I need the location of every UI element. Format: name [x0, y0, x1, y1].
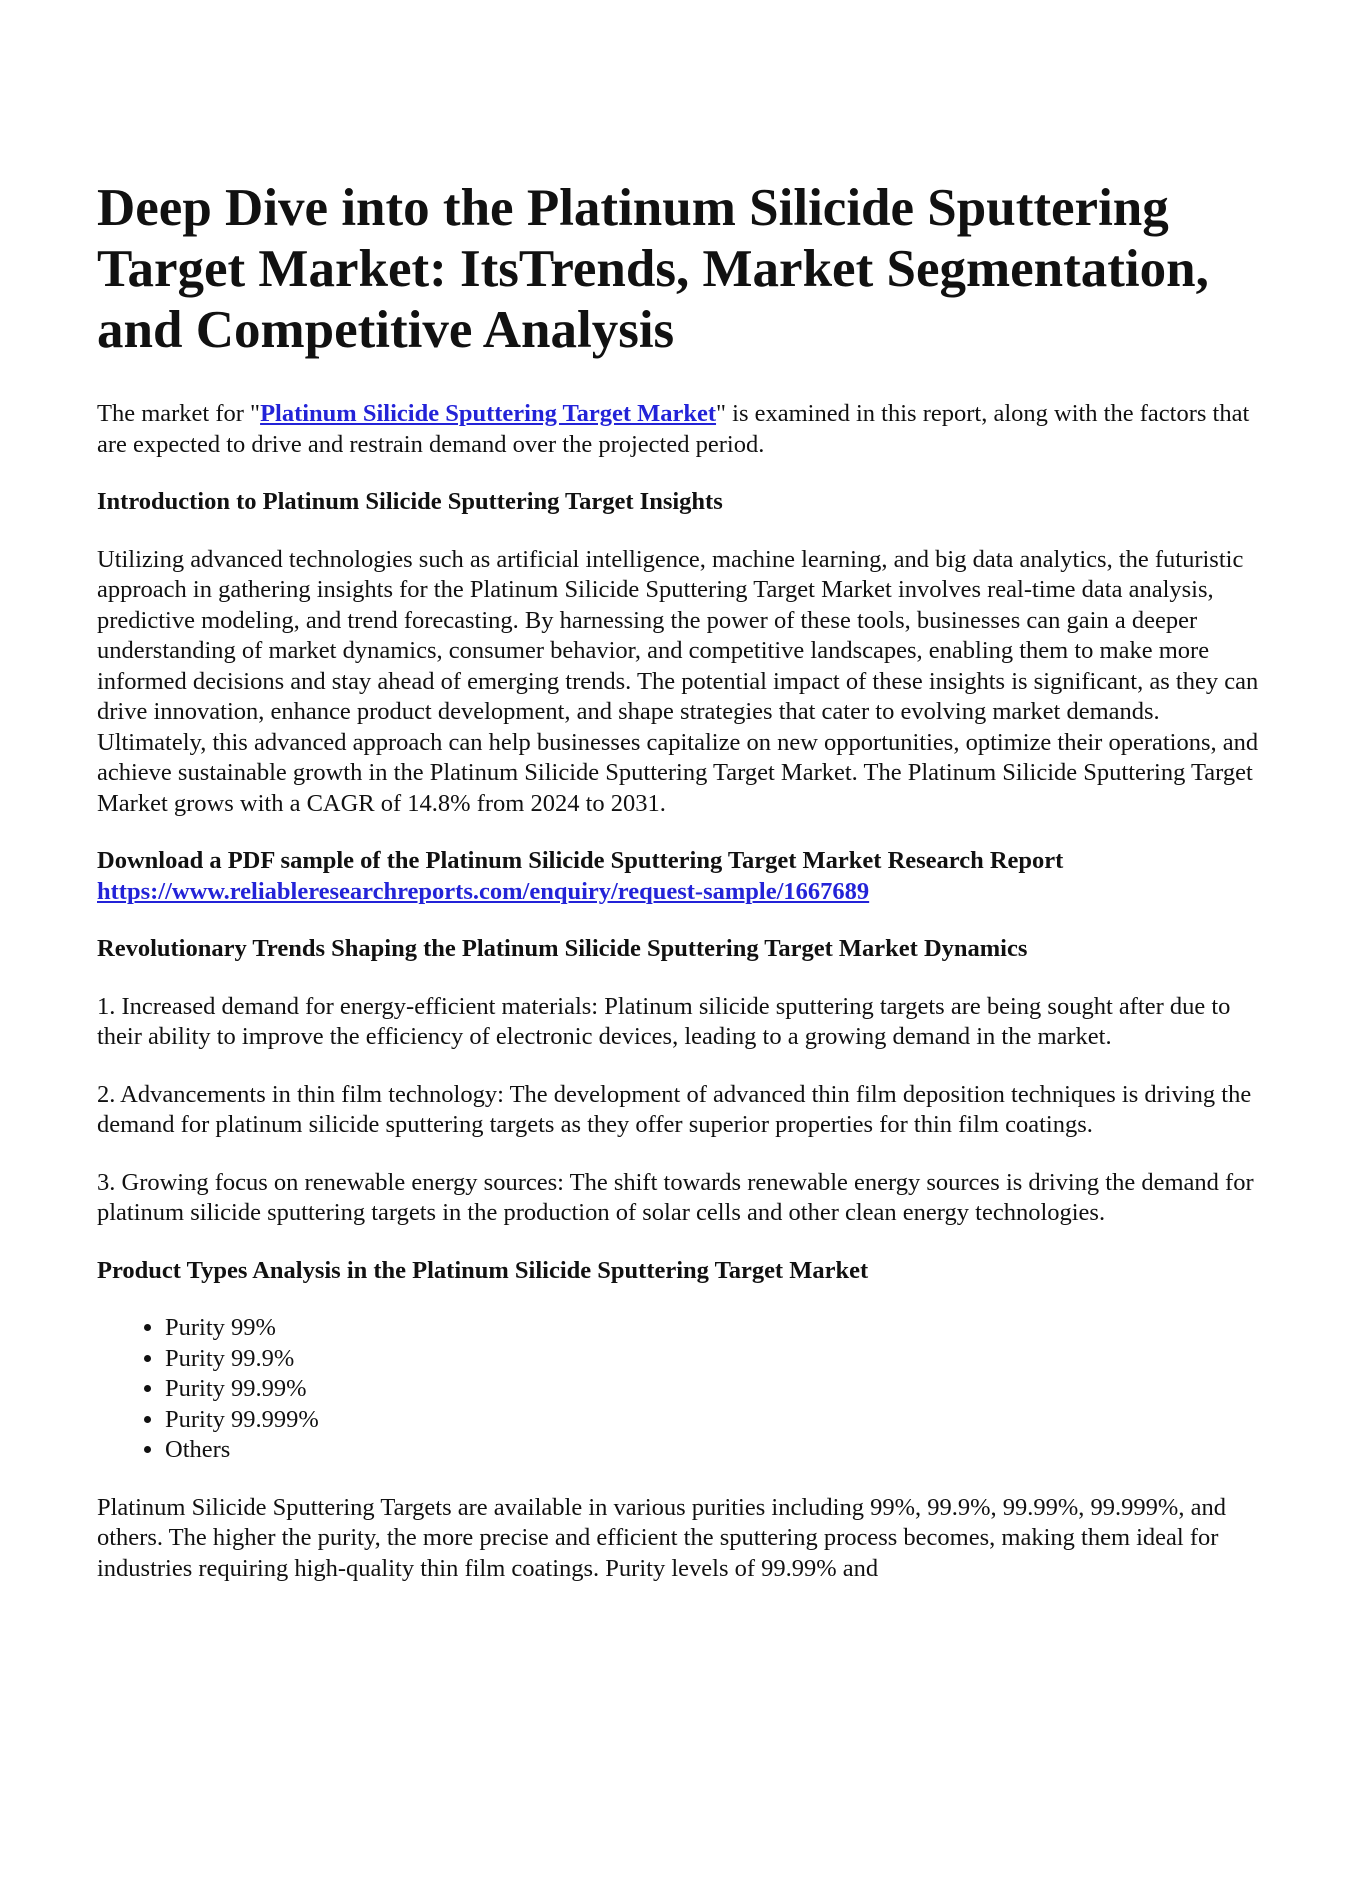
market-report-link[interactable]: Platinum Silicide Sputtering Target Market	[260, 400, 717, 427]
product-types-heading: Product Types Analysis in the Platinum Silicide Sputtering Target Market	[97, 1256, 869, 1284]
list-item: • Purity 99.999%	[165, 1405, 1262, 1436]
download-sample-link[interactable]: https://www.reliableresearchreports.com/enquiry/request-sample/1667689	[97, 877, 870, 905]
trend-item: 2. Advancements in thin film technology: The development of advanced thin film deposition techniques is driving the demand for platinum silicide sputtering targets as they offer superior properties for thin film coatings.	[97, 1080, 1252, 1138]
list-item: • Purity 99%	[165, 1313, 1262, 1344]
trend-item: 1. Increased demand for energy-efficient materials: Platinum silicide sputtering targets are being sought after due to their ability to improve the efficiency of electronic devices, leading to a growing demand in the market.	[97, 992, 1231, 1050]
intro-suffix: " is examined in this report, along with the factors that are expected to drive and restrain demand over the projected period.	[97, 400, 1250, 458]
insights-paragraph: Utilizing advanced technologies such as artificial intelligence, machine learning, and big data analytics, the futuristic approach in gathering insights for the Platinum Silicide Sputtering Target Market involves real-time data analysis, predictive modeling, and trend forecasting. By harnessing the power of these tools, businesses can gain a deeper understanding of market dynamics, consumer behavior, and competitive landscapes, enabling them to make more informed decisions and stay ahead of emerging trends. The potential impact of these insights is significant, as they can drive innovation, enhance product development, and shape strategies that cater to evolving market demands. Ultimately, this advanced approach can help businesses capitalize on new opportunities, optimize their operations, and achieve sustainable growth in the Platinum Silicide Sputtering Target Market. The Platinum Silicide Sputtering Target Market grows with a CAGR of 14.8% from 2024 to 2031.	[97, 545, 1259, 817]
list-item: • Others	[165, 1435, 1262, 1466]
insights-heading: Introduction to Platinum Silicide Sputtering Target Insights	[97, 488, 723, 515]
list-item: • Purity 99.9%	[165, 1344, 1262, 1375]
intro-paragraph	[97, 399, 1262, 460]
trends-heading: Revolutionary Trends Shaping the Platinum Silicide Sputtering Target Market Dynamics	[97, 935, 1028, 962]
list-item: • Purity 99.99%	[165, 1374, 1262, 1405]
product-types-paragraph: Platinum Silicide Sputtering Targets are available in various purities including 99%, 99.9%, 99.99%, 99.999%, and others. The higher the purity, the more precise and efficient the sputtering process becomes, making them ideal for industries requiring high-quality thin film coatings. Purity levels of 99.99% and	[97, 1493, 1226, 1582]
page-title: Deep Dive into the Platinum Silicide Sputtering Target Market: ItsTrends, Market Segmentation, and Competitive Analysis	[97, 179, 1209, 359]
trend-item: 3. Growing focus on renewable energy sources: The shift towards renewable energy sources is driving the demand for platinum silicide sputtering targets in the production of solar cells and other clean energy technologies.	[97, 1168, 1254, 1226]
purity-list	[97, 1313, 1262, 1466]
intro-prefix: The market for "	[97, 400, 261, 427]
download-sample-block	[97, 846, 1262, 907]
download-title: Download a PDF sample of the Platinum Silicide Sputtering Target Market Research Report	[97, 847, 1064, 874]
document-page	[97, 178, 1262, 1611]
